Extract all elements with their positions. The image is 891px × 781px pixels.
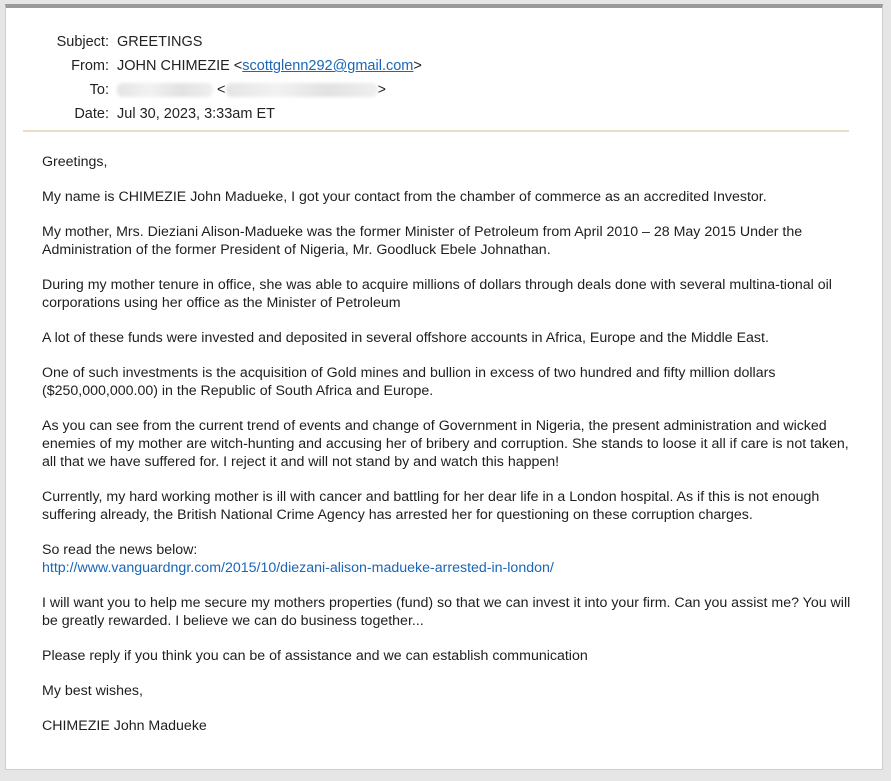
to-row — [26, 78, 422, 102]
email-headers — [26, 30, 422, 126]
subject-row — [26, 30, 422, 54]
to-lt: < — [217, 82, 226, 98]
redacted-recipient-name — [117, 83, 213, 97]
signature: CHIMEZIE John Madueke — [42, 718, 207, 734]
news-link[interactable]: http://www.vanguardngr.com/2015/10/diezani-alison-madueke-arrested-in-london/ — [42, 560, 554, 576]
date-value: Jul 30, 2023, 3:33am ET — [117, 106, 275, 122]
email-body — [42, 153, 852, 752]
greeting: Greetings, — [42, 154, 108, 170]
subject-value: GREETINGS — [117, 34, 203, 50]
sender-name: JOHN CHIMEZIE — [117, 58, 230, 74]
body-paragraph: I will want you to help me secure my mothers properties (fund) so that we can invest it into your firm. Can you assist me? You will be greatly rewarded. I believe we can do business together... — [42, 595, 851, 629]
from-value: JOHN CHIMEZIE <scottglenn292@gmail.com> — [117, 58, 422, 74]
to-value-redacted — [117, 78, 386, 102]
subject-label: Subject: — [56, 34, 109, 50]
body-paragraph: My mother, Mrs. Dieziani Alison-Madueke was the former Minister of Petroleum from April 2010 – 28 May 2015 Under the Administration of the former President of Nigeria, Mr. Goodluck Ebele Johnathan. — [42, 224, 803, 258]
body-paragraph: Currently, my hard working mother is ill with cancer and battling for her dear life in a London hospital. As if this is not enough suffering already, the British National Crime Agency has arrested her for questioning on these corruption charges. — [42, 489, 820, 523]
from-row — [26, 54, 422, 78]
news-intro: So read the news below: — [42, 542, 198, 558]
body-paragraph: One of such investments is the acquisition of Gold mines and bullion in excess of two hundred and fifty million dollars ($250,000,000.00) in the Republic of South Africa and Europe. — [42, 365, 776, 399]
body-paragraph: During my mother tenure in office, she was able to acquire millions of dollars through deals done with several multina-tional oil corporations using her office as the Minister of Petroleum — [42, 277, 832, 311]
date-row — [26, 102, 422, 126]
header-divider — [23, 130, 849, 132]
body-paragraph: Please reply if you think you can be of assistance and we can establish communication — [42, 648, 588, 664]
from-label: From: — [71, 58, 109, 74]
redacted-recipient-email — [226, 83, 378, 97]
body-paragraph: A lot of these funds were invested and deposited in several offshore accounts in Africa, Europe and the Middle East. — [42, 330, 769, 346]
body-paragraph: My name is CHIMEZIE John Madueke, I got your contact from the chamber of commerce as an accredited Investor. — [42, 189, 767, 205]
body-paragraph: As you can see from the current trend of events and change of Government in Nigeria, the present administration and wicked enemies of my mother are witch-hunting and accusing her of bribery and corruption. She stands to loose it all if care is not taken, all that we have suffered for. I reject it and will not stand by and watch this happen! — [42, 418, 849, 470]
closing: My best wishes, — [42, 683, 143, 699]
to-label: To: — [89, 82, 109, 98]
sender-email-link[interactable]: scottglenn292@gmail.com — [242, 58, 414, 74]
to-gt: > — [377, 82, 386, 98]
email-viewer — [5, 4, 883, 770]
news-paragraph — [42, 541, 852, 577]
date-label: Date: — [74, 106, 109, 122]
